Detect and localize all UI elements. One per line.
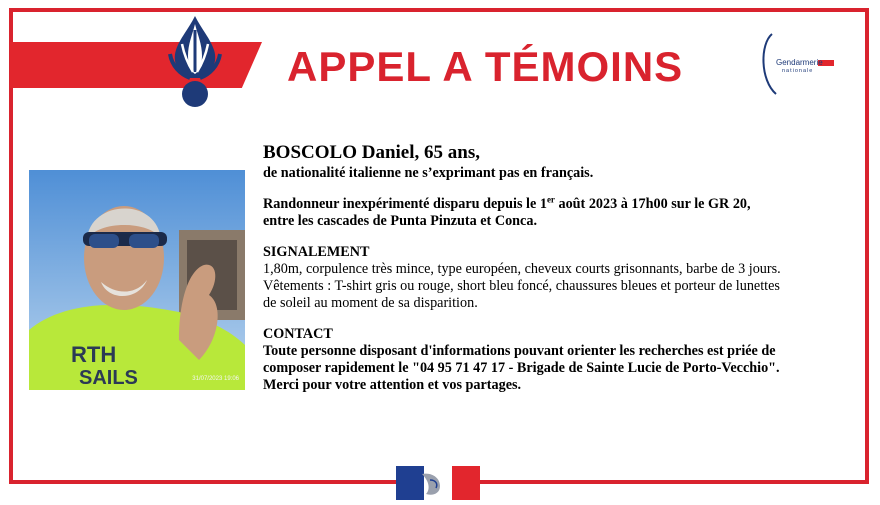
shirt-print-bottom: SAILS — [79, 367, 138, 389]
person-nationality: de nationalité italienne ne s’exprimant pas en français. — [263, 165, 594, 181]
disappearance-line-1: Randonneur inexpérimenté disparu depuis le 1er août 2023 à 17h00 sur le GR 20, — [263, 194, 751, 212]
page-title: APPEL A TÉMOINS — [287, 43, 684, 90]
marianne-icon — [396, 466, 480, 500]
signalement-clothing: Vêtements : T-shirt gris ou rouge, short bleu foncé, chaussures bleues et porteur de lunettes de soleil au moment de sa disparition. — [263, 278, 780, 311]
logo-name: Gendarmerie — [776, 58, 823, 67]
notice-body — [263, 141, 793, 394]
contact-heading: CONTACT — [263, 326, 333, 342]
gendarmerie-flame-icon — [162, 14, 228, 110]
contact-thanks: Merci pour votre attention et vos partages. — [263, 377, 522, 393]
signalement-heading: SIGNALEMENT — [263, 244, 370, 260]
disappearance-line-2: entre les cascades de Punta Pinzuta et Conca. — [263, 213, 537, 229]
marianne-logo — [396, 466, 480, 500]
contact-text: Toute personne disposant d'informations pouvant orienter les recherches est priée de composer rapidement le "04 95 71 47 17 - Brigade de Sainte Lucie de Porto-Vecchio". — [263, 343, 780, 376]
shirt-print-top: RTH — [71, 342, 117, 367]
signalement-description: 1,80m, corpulence très mince, type européen, cheveux courts grisonnants, barbe de 3 jours. — [263, 261, 781, 277]
logo-subtitle: nationale — [782, 68, 814, 74]
missing-person-photo — [29, 170, 245, 390]
person-name: BOSCOLO Daniel, 65 ans, — [263, 142, 480, 163]
photo-timestamp: 31/07/2023 19:06 — [192, 376, 239, 382]
gendarmerie-logo — [758, 30, 848, 96]
